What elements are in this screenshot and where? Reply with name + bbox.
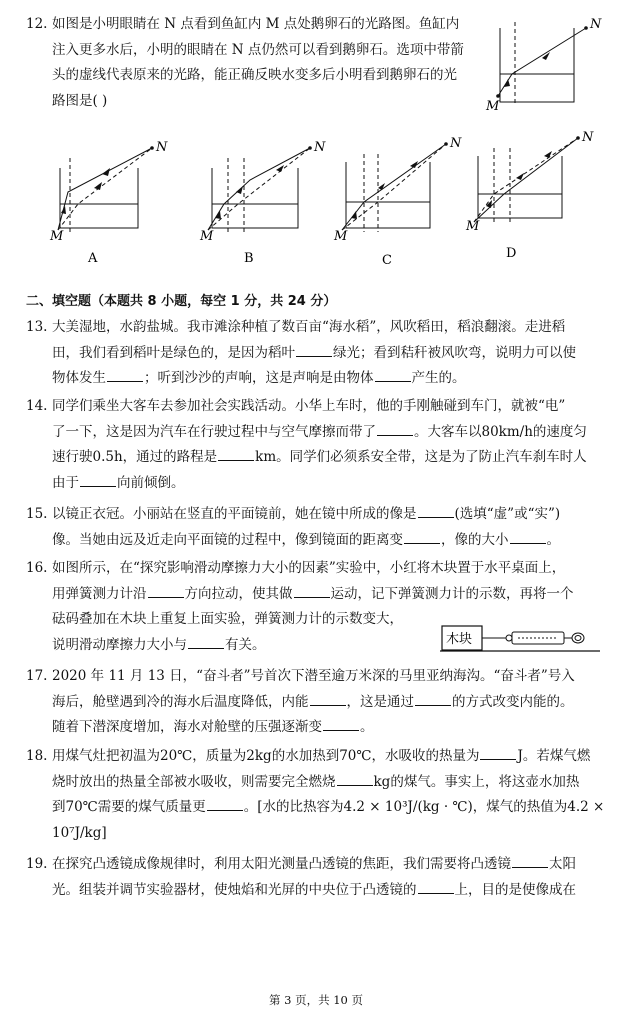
option-B-label: B — [244, 251, 254, 266]
q12-line-3: 头的虚线代表原来的光路，能正确反映水变多后小明看到鹅卵石的光 — [52, 67, 457, 83]
q13-line-2: 田，我们看到稻叶是绿色的，是因为稻叶 绿光；看到秸秆被风吹弯，说明力可以使 — [52, 344, 576, 361]
question-14 — [26, 394, 606, 496]
option-C-label: C — [382, 253, 392, 268]
label-M: M — [486, 99, 500, 114]
answer-blank[interactable] — [188, 636, 224, 649]
question-number: 13. — [26, 319, 48, 335]
q14-line-1: 同学们乘坐大客车去参加社会实践活动。小华上车时，他的手刚触碰到车门，就被“电” — [52, 398, 566, 414]
answer-blank[interactable] — [80, 474, 116, 487]
label-M: M — [50, 229, 64, 244]
q19-line-1: 在探究凸透镜成像规律时，利用太阳光测量凸透镜的焦距，我们需要将凸透镜 太阳 — [52, 856, 576, 872]
label-M: M — [334, 229, 348, 244]
q15-line-2: 像。当她由远及近走向平面镜的过程中，像到镜面的距离变 ，像的大小 。 — [52, 531, 560, 548]
q12-line-4: 路图是( ) — [52, 92, 108, 109]
answer-blank[interactable] — [377, 423, 413, 436]
q16-line-1: 如图所示，在“探究影响滑动摩擦力大小的因素”实验中，小红将木块置于水平桌面上， — [52, 560, 566, 576]
question-13 — [26, 315, 606, 392]
answer-blank[interactable] — [337, 773, 373, 786]
q13-line-3: 物体发生 ；听到沙沙的声响，这是声响是由物体 产生的。 — [52, 370, 466, 386]
answer-blank[interactable] — [323, 718, 359, 731]
label-N: N — [582, 130, 594, 145]
q18-line-4: 10⁷J/kg] — [52, 824, 107, 841]
question-number: 17. — [26, 668, 48, 684]
answer-blank[interactable] — [512, 855, 548, 868]
answer-blank[interactable] — [415, 693, 451, 706]
q12-line-1: 如图是小明眼睛在 N 点看到鱼缸内 M 点处鹅卵石的光路图。鱼缸内 — [52, 16, 460, 32]
answer-blank[interactable] — [310, 693, 346, 706]
question-17 — [26, 664, 606, 741]
q18-line-2: 烧时放出的热量全部被水吸收，则需要完全燃烧 kg的煤气。事实上，将这壶水加热 — [52, 773, 580, 790]
label-N: N — [450, 136, 462, 151]
question-number: 16. — [26, 560, 48, 576]
q16-line-4: 说明滑动摩擦力大小与 有关。 — [52, 636, 266, 653]
answer-blank[interactable] — [294, 585, 330, 598]
q12-option-A[interactable] — [48, 138, 178, 268]
q19-line-2: 光。组装并调节实验器材，使烛焰和光屏的中央位于凸透镜的 上，目的是使像成在 — [52, 881, 576, 898]
page-footer: 第 3 页，共 10 页 — [268, 993, 364, 1007]
q16-line-3: 砝码叠加在木块上重复上面实验，弹簧测力计的示数变大， — [52, 611, 403, 627]
question-number: 15. — [26, 506, 48, 522]
question-19 — [26, 852, 606, 903]
answer-blank[interactable] — [375, 369, 411, 382]
q12-line-2: 注入更多水后，小明的眼睛在 N 点仍然可以看到鹅卵石。选项中带箭 — [52, 41, 464, 58]
q13-line-1: 大美湿地，水韵盐城。我市滩涂种植了数百亩“海水稻”，风吹稻田，稻浪翻滚。走进稻 — [52, 319, 566, 335]
answer-blank[interactable] — [107, 369, 143, 382]
q17-line-1: 2020 年 11 月 13 日，“奋斗者”号首次下潜至逾万米深的马里亚纳海沟。“奋斗者”号入 — [52, 668, 575, 684]
label-M: M — [200, 229, 214, 244]
q12-option-B[interactable] — [198, 138, 328, 268]
q17-line-2: 海后，舱壁遇到冷的海水后温度降低，内能 ，这是通过 的方式改变内能的。 — [52, 693, 574, 710]
label-N: N — [590, 17, 602, 32]
label-N: N — [314, 140, 326, 155]
question-18 — [26, 744, 606, 846]
option-A-label: A — [88, 251, 98, 266]
answer-blank[interactable] — [418, 881, 454, 894]
answer-blank[interactable] — [480, 747, 516, 760]
question-15 — [26, 502, 606, 553]
question-number: 18. — [26, 748, 48, 764]
q12-option-D[interactable] — [464, 126, 604, 262]
answer-blank[interactable] — [418, 505, 454, 518]
q16-friction-diagram — [440, 622, 600, 658]
answer-blank[interactable] — [148, 585, 184, 598]
answer-blank[interactable] — [207, 798, 243, 811]
q18-line-3: 到70℃需要的煤气质量更 。[水的比热容为4.2 × 10³J/(kg · ℃)，煤气的热值为4.2 × — [52, 799, 605, 815]
answer-blank[interactable] — [296, 344, 332, 357]
q15-line-1: 以镜正衣冠。小丽站在竖直的平面镜前，她在镜中所成的像是 (选填“虚”或“实”) — [52, 506, 561, 522]
q14-line-3: 速行驶0.5h，通过的路程是 km。同学们必须系安全带，这是为了防止汽车刹车时人 — [52, 449, 587, 465]
q17-line-3: 随着下潜深度增加，海水对舱壁的压强逐渐变 。 — [52, 719, 374, 735]
label-N: N — [156, 140, 168, 155]
option-D-label: D — [506, 246, 517, 261]
question-number: 14. — [26, 398, 48, 414]
q12-main-diagram — [482, 10, 612, 120]
section-title: 二、填空题（本题共 8 小题，每空 1 分，共 24 分） — [26, 294, 337, 309]
label-M: M — [466, 219, 480, 234]
answer-blank[interactable] — [218, 448, 254, 461]
q14-line-4: 由于 向前倾倒。 — [52, 474, 185, 491]
q14-line-2: 了一下，这是因为汽车在行驶过程中与空气摩擦而带了 。大客车以80km/h的速度匀 — [52, 423, 587, 440]
q18-line-1: 用煤气灶把初温为20℃，质量为2kg的水加热到70℃，水吸收的热量为 J。若煤气燃 — [52, 748, 591, 764]
answer-blank[interactable] — [404, 531, 440, 544]
q16-line-2: 用弹簧测力计沿 方向拉动，使其做 运动，记下弹簧测力计的示数，再将一个 — [52, 585, 574, 602]
question-number: 19. — [26, 856, 48, 872]
answer-blank[interactable] — [510, 531, 546, 544]
block-label: 木块 — [446, 632, 473, 647]
q12-option-C[interactable] — [330, 132, 470, 268]
question-number: 12. — [26, 16, 48, 32]
